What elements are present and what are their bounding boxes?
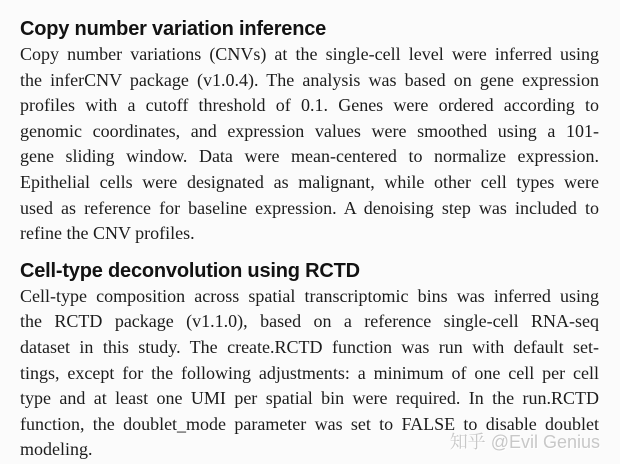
text-line: type and at least one UMI per spatial bin were required. In the run.RCTD — [20, 388, 599, 409]
text-line: refine the CNV profiles. — [20, 223, 195, 244]
zhihu-watermark: 知乎 @Evil Genius — [449, 432, 600, 452]
text-line: Epithelial cells were designated as malignant, while other cell types were — [20, 171, 599, 192]
section-paragraph-cnv — [20, 42, 599, 247]
text-line: used as reference for baseline expression. A denoising step was included to — [20, 197, 599, 218]
section-heading-rctd: Cell-type deconvolution using RCTD — [20, 259, 360, 282]
text-line: the RCTD package (v1.1.0), based on a reference single-cell RNA-seq — [20, 311, 599, 332]
text-line: Copy number variations (CNVs) at the single-cell level were inferred using — [20, 44, 599, 64]
text-line: profiles with a cutoff threshold of 0.1. Genes were ordered according to — [20, 95, 599, 116]
text-line: gene sliding window. Data were mean-centered to normalize expression. — [20, 146, 599, 167]
text-line: dataset in this study. The create.RCTD function was run with default set- — [20, 336, 599, 357]
text-line: genomic coordinates, and expression values were smoothed using a 101- — [20, 120, 599, 141]
text-line: function, the doublet_mode parameter was set to FALSE to disable doublet — [20, 413, 599, 434]
text-line: Cell-type composition across spatial transcriptomic bins was inferred using — [20, 285, 599, 306]
section-copy-number-variation-inference — [20, 16, 599, 247]
text-line: the inferCNV package (v1.0.4). The analysis was based on gene expression — [20, 69, 599, 90]
text-line: tings, except for the following adjustments: a minimum of one cell per cell — [20, 362, 599, 383]
text-line: modeling. — [20, 439, 93, 460]
section-heading-cnv: Copy number variation inference — [20, 18, 327, 40]
